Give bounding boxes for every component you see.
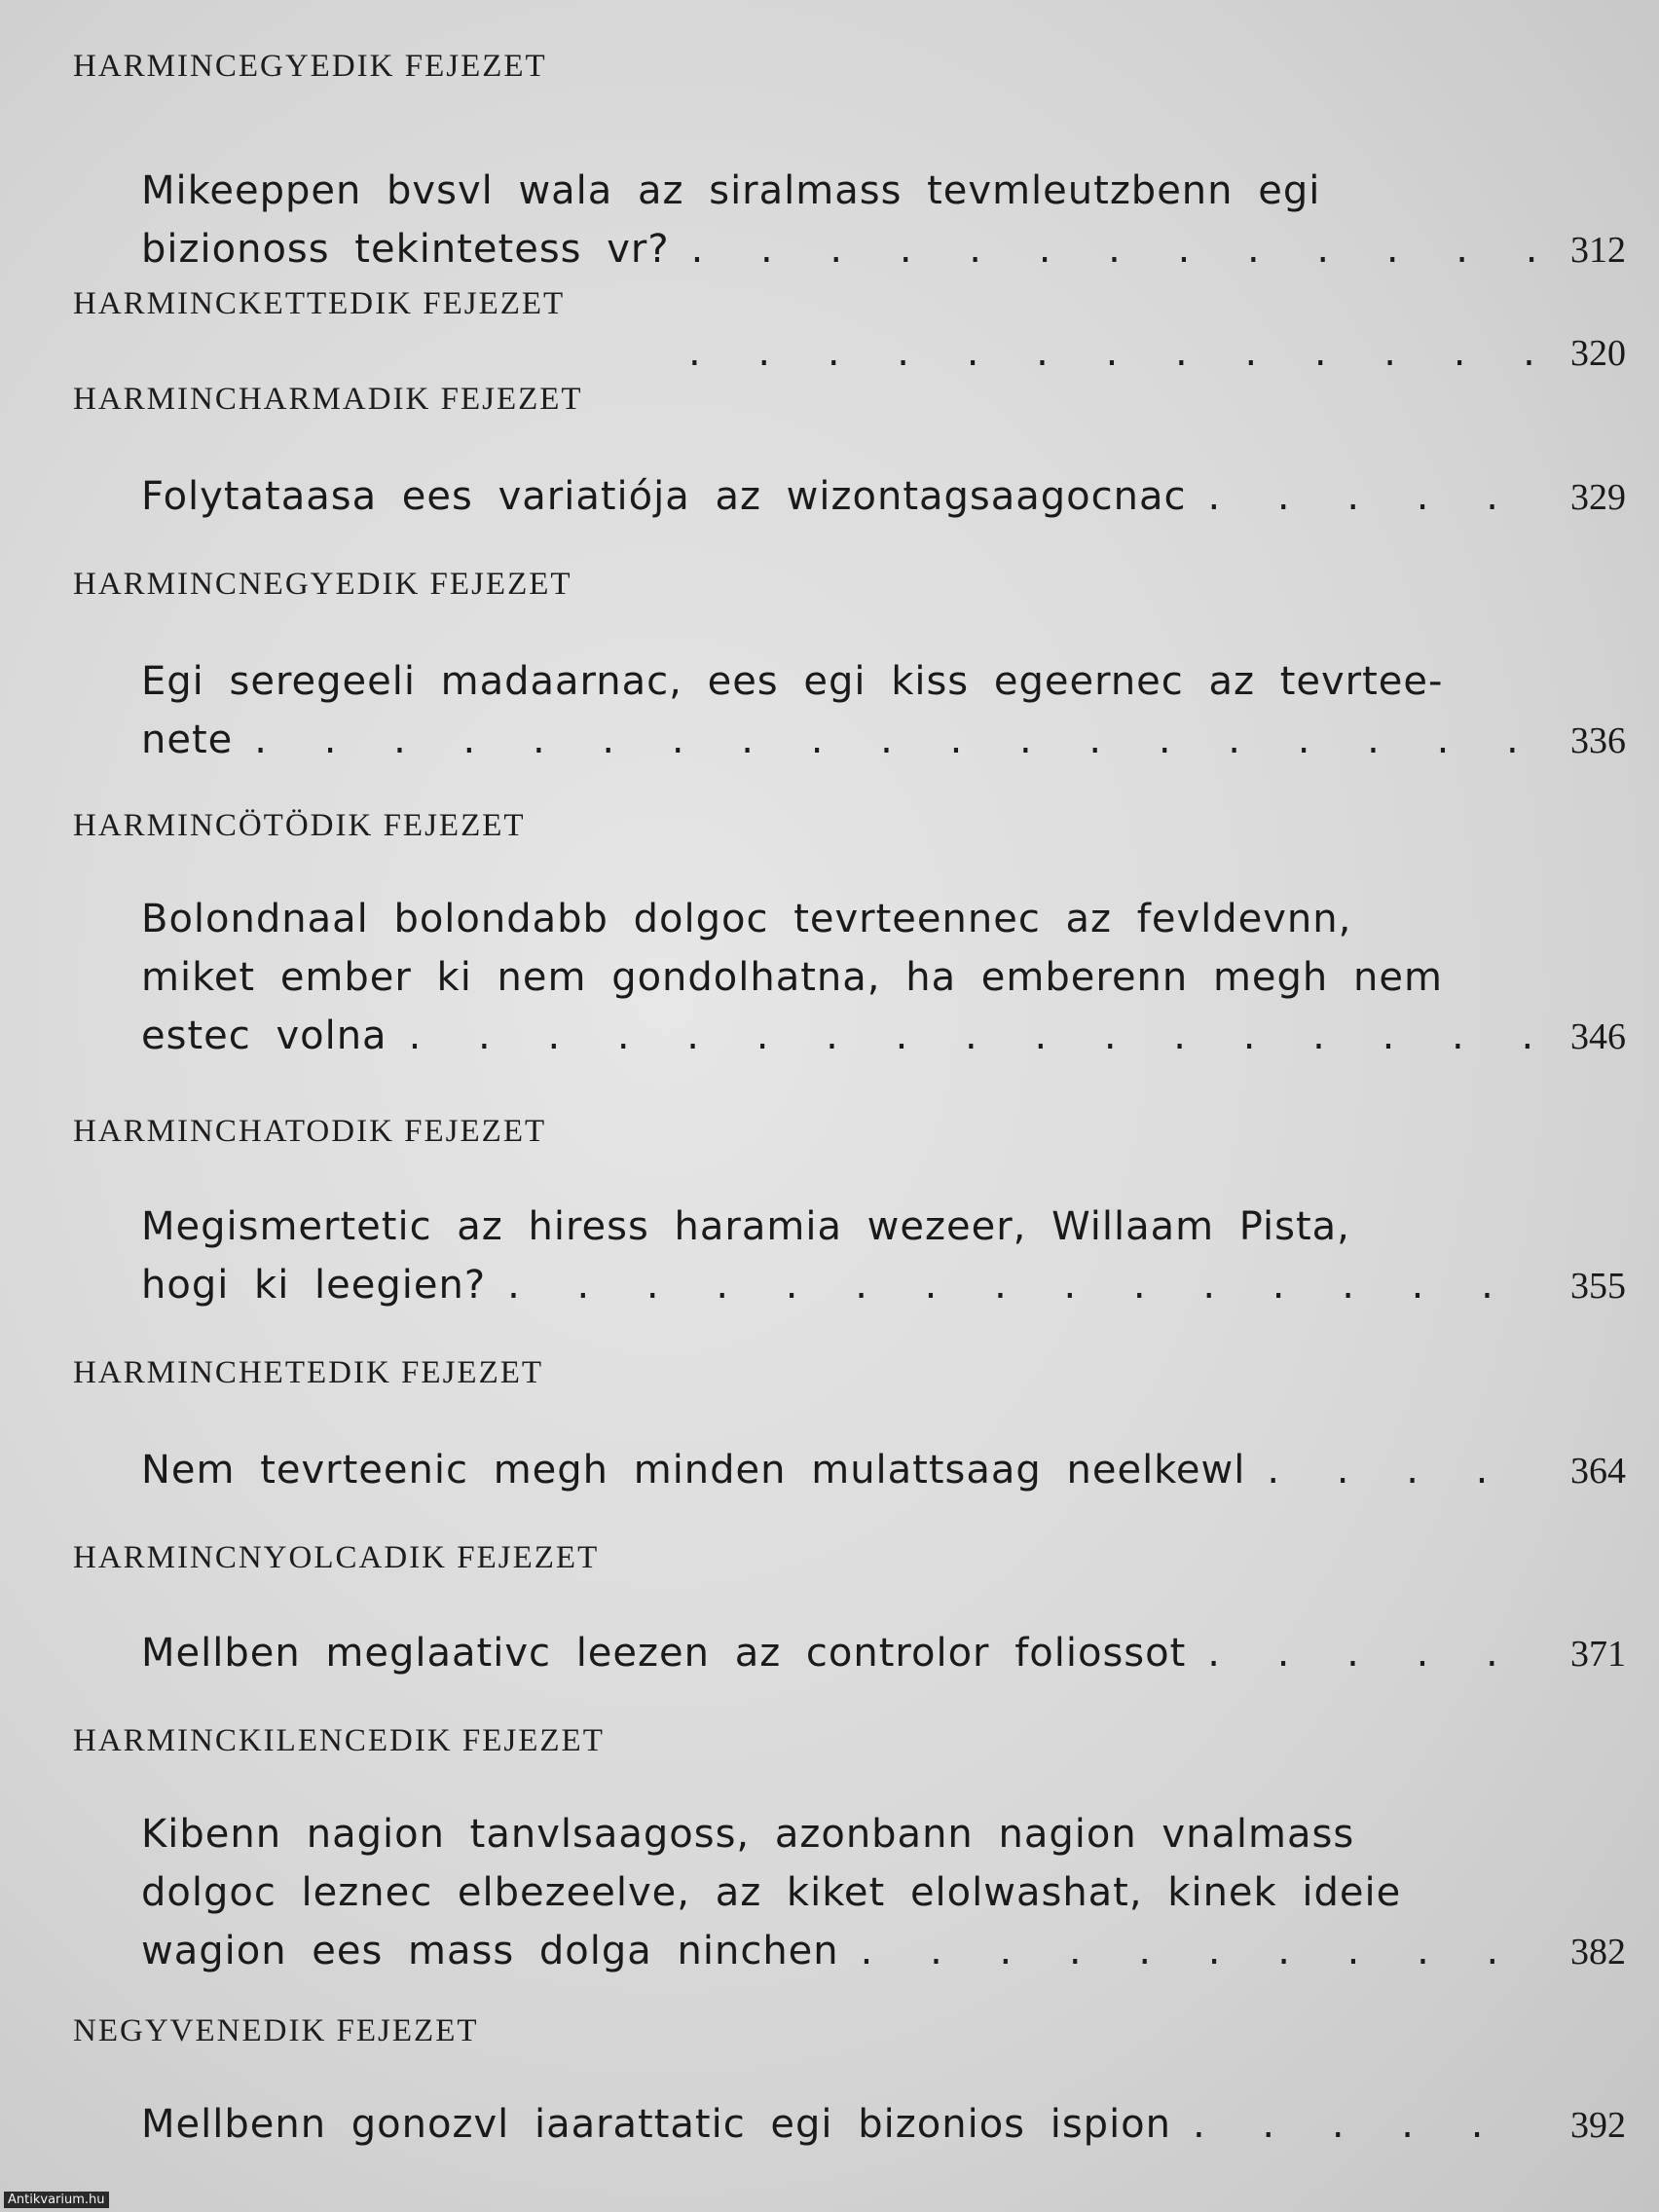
page-number: 364 (1570, 1451, 1626, 1492)
page-number: 355 (1570, 1266, 1626, 1307)
chapter-heading: HARMINCNYOLCADIK FEJEZET (73, 1540, 600, 1575)
page-number: 371 (1570, 1634, 1626, 1675)
entry-text-line: Mellben meglaativc leezen az controlor foliossot . . . 371 (141, 1624, 1626, 1682)
chapter-heading: NEGYVENEDIK FEJEZET (73, 2013, 479, 2048)
chapter-heading: HARMINCKETTEDIK FEJEZET (73, 286, 566, 321)
page-number: 312 (1570, 230, 1626, 271)
leader-dots (1207, 467, 1540, 526)
leader-dots (1193, 2095, 1540, 2154)
entry-text-line: Nem tevrteenic megh minden mulattsaag neelkewl . . . 364 (141, 1441, 1626, 1499)
toc-entry (141, 1198, 1626, 1314)
entry-text-line: wagion ees mass dolga ninchen . . . 382 (141, 1922, 1626, 1980)
leader-dots (1267, 1441, 1540, 1499)
toc-chapter-33 (73, 380, 1626, 526)
toc-chapter-35 (73, 806, 1626, 1065)
entry-text-line: bizionoss tekintetess vr? . . . 312 (141, 220, 1626, 278)
toc-entry (141, 1441, 1626, 1499)
chapter-heading: HARMINCHETEDIK FEJEZET (73, 1355, 544, 1390)
entry-text-line: Folytataasa ees variatiója az wizontagsaagocnac . . . 329 (141, 467, 1626, 526)
toc-chapter-38 (73, 1538, 1626, 1682)
page-number: 320 (1570, 333, 1626, 374)
page-number: 382 (1570, 1932, 1626, 1972)
entry-text-line: Mikeeppen bvsvl wala az siralmass tevmleutzbenn egi (141, 168, 1321, 213)
entry-text-line: Egi seregeeli madaarnac, ees egi kiss egeernec az tevrtee- (141, 659, 1444, 704)
leader-dots (691, 220, 1540, 278)
toc-entry (141, 1624, 1626, 1682)
toc-entry (141, 467, 1626, 526)
leader-dots (507, 1256, 1540, 1314)
toc-chapter-37 (73, 1353, 1626, 1499)
entry-text-line: Bolondnaal bolondabb dolgoc tevrteennec az fevldevnn, (141, 897, 1352, 941)
toc-entry (141, 2095, 1626, 2154)
chapter-heading: HARMINCEGYEDIK FEJEZET (73, 49, 547, 84)
page-number: 392 (1570, 2105, 1626, 2146)
toc-chapter-40 (73, 2011, 1626, 2154)
leader-dots (688, 323, 1540, 382)
leader-dots (254, 711, 1540, 769)
chapter-heading: HARMINCNEGYEDIK FEJEZET (73, 567, 572, 602)
leader-dots (409, 1007, 1540, 1065)
toc-chapter-31 (73, 47, 1626, 278)
toc-entry (141, 162, 1626, 278)
chapter-heading: HARMINCÖTÖDIK FEJEZET (73, 808, 526, 843)
toc-chapter-36 (73, 1112, 1626, 1314)
entry-text-line: Kibenn nagion tanvlsaagoss, azonbann nagion vnalmass (141, 1812, 1355, 1857)
chapter-heading: HARMINCHATODIK FEJEZET (73, 1114, 547, 1149)
watermark: Antikvarium.hu (4, 2192, 109, 2208)
toc-entry (141, 323, 1626, 382)
leader-dots (861, 1922, 1540, 1980)
page-number: 336 (1570, 720, 1626, 761)
page-number: 329 (1570, 477, 1626, 518)
toc-entry (141, 1805, 1626, 1980)
entry-text-line: nete . . . 336 (141, 711, 1626, 769)
chapter-heading: HARMINCKILENCEDIK FEJEZET (73, 1723, 605, 1758)
toc-entry (141, 890, 1626, 1065)
toc-entry (141, 652, 1626, 769)
toc-chapter-39 (73, 1721, 1626, 1980)
entry-text-line: miket ember ki nem gondolhatna, ha emberenn megh nem (141, 955, 1443, 1000)
entry-text-line: dolgoc leznec elbezeelve, az kiket elolwashat, kinek ideie (141, 1870, 1402, 1915)
toc-chapter-34 (73, 565, 1626, 769)
leader-dots (1207, 1624, 1540, 1682)
entry-text-line: hogi ki leegien? . . . 355 (141, 1256, 1626, 1314)
chapter-heading: HARMINCHARMADIK FEJEZET (73, 382, 583, 417)
toc-chapter-32 (73, 284, 1626, 382)
page-number: 346 (1570, 1016, 1626, 1057)
entry-text-line: Megismertetic az hiress haramia wezeer, Willaam Pista, (141, 1204, 1350, 1249)
entry-text-line: estec volna . . . 346 (141, 1007, 1626, 1065)
entry-text-line (141, 323, 1626, 382)
entry-text-line: Mellbenn gonozvl iaarattatic egi bizonios ispion . . . 392 (141, 2095, 1626, 2154)
